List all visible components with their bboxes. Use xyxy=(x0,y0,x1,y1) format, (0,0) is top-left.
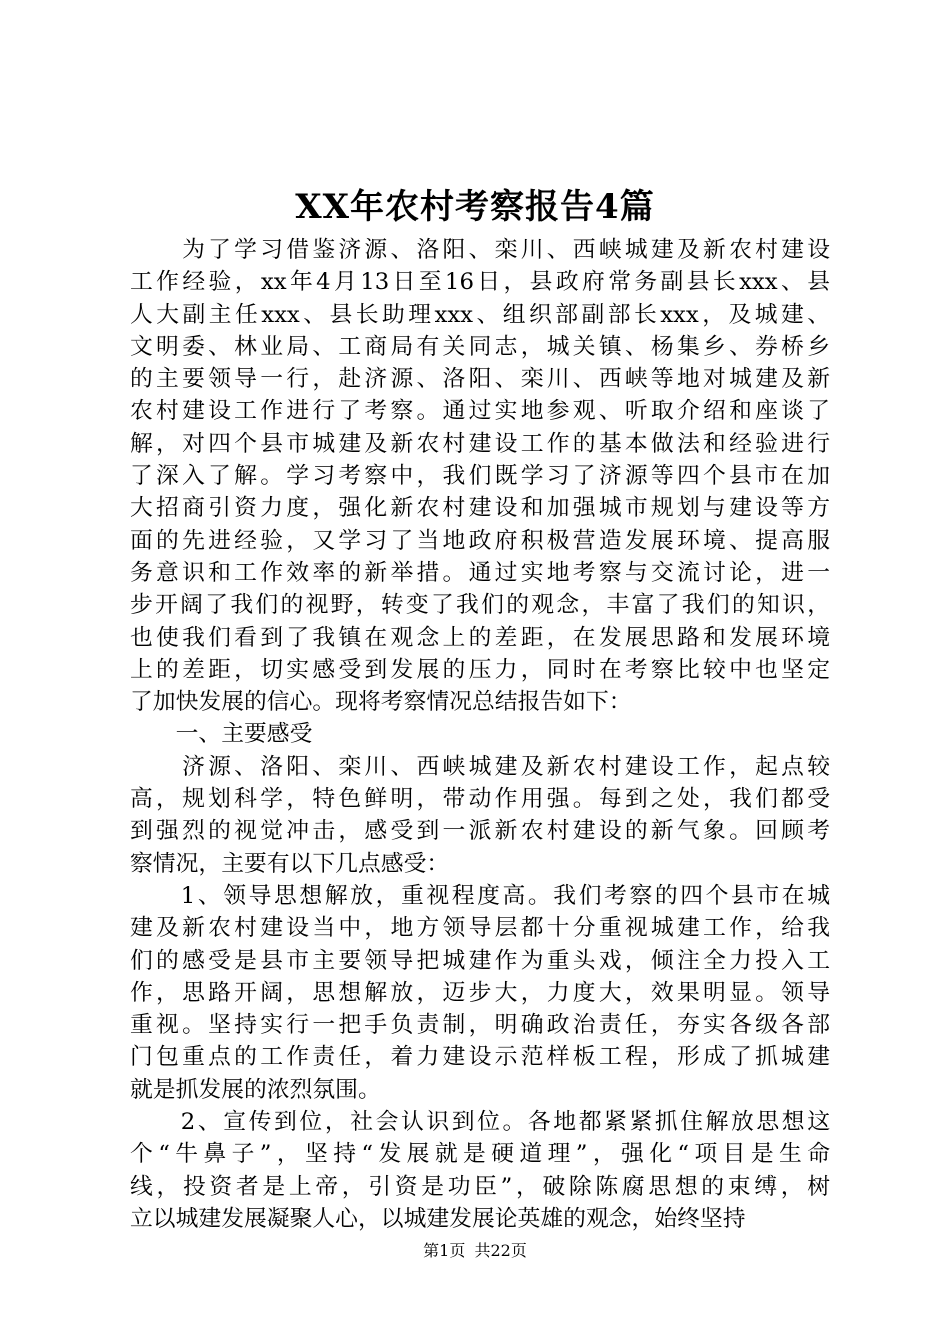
page-number: 第1页 xyxy=(423,1241,466,1260)
text-line: 工作经验，xx年4月13日至16日，县政府常务副县长xxx、县 xyxy=(130,269,830,296)
text-line: 面的先进经验，又学习了当地政府积极营造发展环境、提高服 xyxy=(130,527,830,554)
text-line: 高，规划科学，特色鲜明，带动作用强。每到之处，我们都受 xyxy=(130,786,830,813)
text-line: 建及新农村建设当中，地方领导层都十分重视城建工作，给我 xyxy=(130,915,830,942)
paragraph xyxy=(130,234,830,718)
text-line: 解，对四个县市城建及新农村建设工作的基本做法和经验进行 xyxy=(130,430,830,457)
text-line: 立以城建发展凝聚人心，以城建发展论英雄的观念，始终坚持 xyxy=(130,1205,746,1232)
text-line: 济源、洛阳、栾川、西峡城建及新农村建设工作，起点较 xyxy=(130,753,830,780)
text-line: 就是抓发展的浓烈氛围。 xyxy=(130,1076,381,1103)
text-line: 们的感受是县市主要领导把城建作为重头戏，倾注全力投入工 xyxy=(130,947,830,974)
paragraph xyxy=(130,718,830,750)
document-body xyxy=(130,234,830,1235)
text-line: 重视。坚持实行一把手负责制，明确政治责任，夯实各级各部 xyxy=(130,1012,830,1039)
text-line: 务意识和工作效率的新举措。通过实地考察与交流讨论，进一 xyxy=(130,559,830,586)
paragraph xyxy=(130,880,830,1106)
text-line: 了深入了解。学习考察中，我们既学习了济源等四个县市在加 xyxy=(130,463,830,490)
text-line: 为了学习借鉴济源、洛阳、栾川、西峡城建及新农村建设 xyxy=(130,237,830,263)
text-line: 大招商引资力度，强化新农村建设和加强城市规划与建设等方 xyxy=(130,495,830,522)
text-line: 农村建设工作进行了考察。通过实地参观、听取介绍和座谈了 xyxy=(130,398,830,425)
paragraph xyxy=(130,1106,830,1235)
text-line: 到强烈的视觉冲击，感受到一派新农村建设的新气象。回顾考 xyxy=(130,818,830,845)
text-line: 线，投资者是上帝，引资是功臣”，破除陈腐思想的束缚，树 xyxy=(130,1173,830,1200)
text-line: 2、宣传到位，社会认识到位。各地都紧紧抓住解放思想这 xyxy=(130,1109,830,1136)
text-line: 作，思路开阔，思想解放，迈步大，力度大，效果明显。领导 xyxy=(130,979,830,1006)
page-total: 共22页 xyxy=(474,1241,527,1260)
text-line: 1、领导思想解放，重视程度高。我们考察的四个县市在城 xyxy=(130,882,830,909)
text-line: 步开阔了我们的视野，转变了我们的观念，丰富了我们的知识， xyxy=(130,592,830,619)
text-line: 门包重点的工作责任，着力建设示范样板工程，形成了抓城建 xyxy=(130,1044,830,1071)
text-line: 个“牛鼻子”，坚持“发展就是硬道理”，强化“项目是生命 xyxy=(130,1141,830,1168)
text-line: 一、主要感受 xyxy=(130,721,313,748)
text-line: 人大副主任xxx、县长助理xxx、组织部副部长xxx，及城建、 xyxy=(130,301,830,328)
text-line: 的主要领导一行，赴济源、洛阳、栾川、西峡等地对城建及新 xyxy=(130,366,830,393)
paragraph xyxy=(130,751,830,880)
document-title: XX年农村考察报告4篇 xyxy=(295,187,655,227)
text-line: 了加快发展的信心。现将考察情况总结报告如下： xyxy=(130,689,632,716)
page-footer xyxy=(0,1240,950,1262)
text-line: 也使我们看到了我镇在观念上的差距，在发展思路和发展环境 xyxy=(130,624,830,651)
text-line: 察情况，主要有以下几点感受： xyxy=(130,850,450,877)
text-line: 文明委、林业局、工商局有关同志，城关镇、杨集乡、券桥乡 xyxy=(130,333,830,360)
text-line: 上的差距，切实感受到发展的压力，同时在考察比较中也坚定 xyxy=(130,656,830,683)
